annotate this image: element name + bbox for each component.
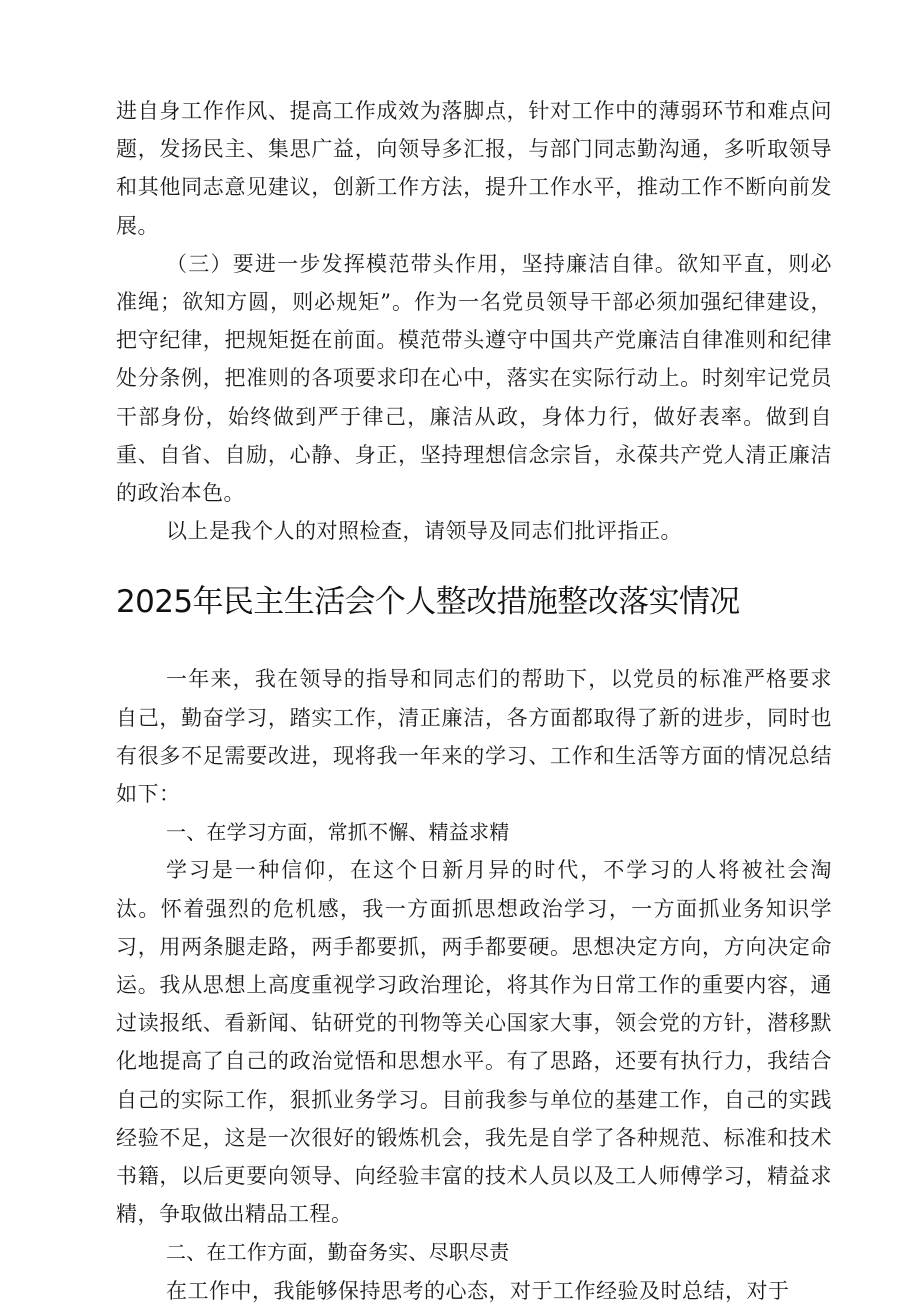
section-heading-study: 一、在学习方面，常抓不懈、精益求精 — [166, 820, 510, 845]
intro-paragraph: 一年来，我在领导的指导和同志们的帮助下，以党员的标准严格要求自己，勤奋学习，踏实工作，清正廉洁，各方面都取得了新的进步，同时也有很多不足需要改进，现将我一年来的学习、工作和生活等方面的情况总结如下： — [116, 667, 832, 807]
document-page — [116, 92, 832, 1310]
section-heading-work: 二、在工作方面，勤奋务实、尽职尽责 — [166, 1240, 510, 1265]
section-body-study: 学习是一种信仰，在这个日新月异的时代，不学习的人将被社会淘汰。怀着强烈的危机感，我一方面抓思想政治学习，一方面抓业务知识学习，用两条腿走路，两手都要抓，两手都要硬。思想决定方向，方向决定命运。我从思想上高度重视学习政治理论，将其作为日常工作的重要内容，通过读报纸、看新闻、钻研党的刊物等关心国家大事，领会党的方针，潜移默化地提高了自己的政治觉悟和思想水平。有了思路，还要有执行力，我结合自己的实际工作，狠抓业务学习。目前我参与单位的基建工作，自己的实践经验不足，这是一次很好的锻炼机会，我先是自学了各种规范、标准和技术书籍，以后更要向领导、向经验丰富的技术人员以及工人师傅学习，精益求精，争取做出精品工程。 — [116, 858, 832, 1227]
continued-paragraph: 进自身工作作风、提高工作成效为落脚点，针对工作中的薄弱环节和难点问题，发扬民主、集思广益，向领导多汇报，与部门同志勤沟通，多听取领导和其他同志意见建议，创新工作方法，提升工作水平，推动工作不断向前发展。 — [116, 99, 832, 238]
document-title: 2025年民主生活会个人整改措施整改落实情况 — [116, 584, 740, 621]
section-body-work: 在工作中，我能够保持思考的心态，对于工作经验及时总结，对于 — [166, 1278, 790, 1303]
point-three-paragraph: （三）要进一步发挥模范带头作用，坚持廉洁自律。欲知平直，则必准绳；欲知方圆，则必规矩”。作为一名党员领导干部必须加强纪律建设，把守纪律，把规矩挺在前面。模范带头遵守中国共产党廉洁自律准则和纪律处分条例，把准则的各项要求印在心中，落实在实际行动上。时刻牢记党员干部身份，始终做到严于律己，廉洁从政，身体力行，做好表率。做到自重、自省、自励，心静、身正，坚持理想信念宗旨，永葆共产党人清正廉洁的政治本色。 — [116, 251, 832, 506]
closing-paragraph: 以上是我个人的对照检查，请领导及同志们批评指正。 — [166, 519, 682, 544]
